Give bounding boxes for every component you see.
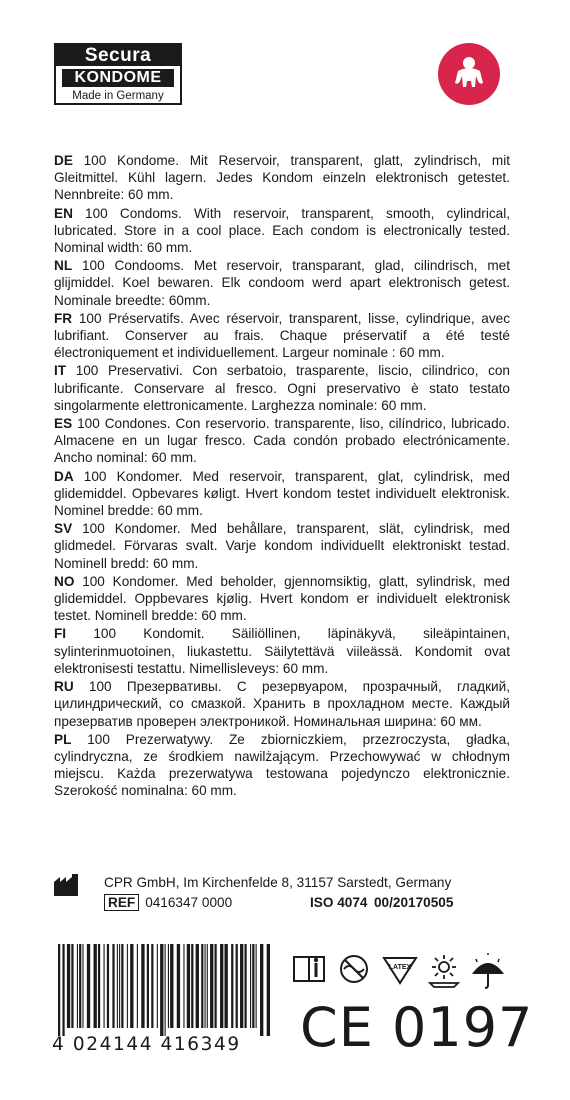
gorilla-badge	[438, 43, 500, 105]
language-block-no	[54, 573, 510, 625]
barcode-bar	[82, 944, 83, 1028]
barcode-bar	[160, 944, 163, 1036]
logo-brand: Secura	[56, 45, 180, 66]
barcode-bar	[127, 944, 128, 1028]
language-text: 100 Préservatifs. Avec réservoir, transparent, lisse, cylindrique, avec lubrifiant. Conserver au frais. Chaque préservatif a été testé électroniquement et individuellement. Largeur nominale : 60 mm.	[54, 310, 510, 361]
barcode-bar	[177, 944, 180, 1028]
language-code: ES	[54, 416, 73, 432]
language-text: 100 Kondomer. Med reservoir, transparent, glat, cylindrisk, med glidemiddel. Opbevares køligt. Hvert kondom testet individuelt elektronisk. Nominel bredde: 60 mm.	[54, 468, 510, 519]
barcode-bar	[240, 944, 243, 1028]
language-block-pl	[54, 731, 510, 800]
barcode-bar	[183, 944, 184, 1028]
barcode-bar	[147, 944, 149, 1028]
barcode-bar	[165, 944, 166, 1036]
language-block-de	[54, 152, 510, 204]
barcode-bar	[77, 944, 78, 1028]
ref-row	[104, 894, 514, 912]
barcode-bar	[250, 944, 251, 1028]
barcode-bar	[252, 944, 254, 1028]
contains-latex-icon	[384, 958, 416, 983]
barcode-bar	[62, 944, 64, 1036]
language-block-sv	[54, 520, 510, 572]
language-code: SV	[54, 521, 73, 537]
barcode-bar	[137, 944, 138, 1028]
barcode-bar	[231, 944, 233, 1028]
barcode-bar	[117, 944, 118, 1028]
barcode-bar	[104, 944, 105, 1028]
barcode-bar	[187, 944, 190, 1028]
secura-logo	[54, 43, 182, 105]
barcode-bar	[205, 944, 206, 1028]
barcode-bar	[98, 944, 100, 1028]
language-text: 100 Kondomer. Med beholder, gjennomsiktig, glatt, sylindrisk, med glidemiddel. Oppbevares kjølig. Hvert kondom er individuelt elektronisk testet. Nominell bredde: 60 mm.	[54, 573, 510, 624]
barcode-bar	[141, 944, 144, 1028]
manufacturer-row	[54, 874, 514, 892]
barcode-bar	[256, 944, 257, 1028]
language-descriptions	[54, 152, 510, 801]
barcode-bar	[168, 944, 169, 1028]
language-code: EN	[54, 205, 73, 221]
barcode-bar	[220, 944, 223, 1028]
barcode-bar	[157, 944, 158, 1028]
manufacturer-factory-icon	[54, 874, 82, 896]
ref-label: REF	[104, 894, 139, 911]
language-text: 100 Kondomer. Med behållare, transparent, slät, cylindrisk, med glidmedel. Förvaras svalt. Varje kondom individuellt elektroniskt testad. Nominell bredd: 60 mm.	[54, 521, 510, 571]
barcode-bar	[151, 944, 153, 1028]
barcode-bar	[94, 944, 97, 1028]
latex-label: LATEX	[388, 964, 412, 971]
logo-origin: Made in Germany	[72, 90, 164, 102]
language-code: RU	[54, 679, 74, 695]
language-text: 100 Condones. Con reservorio. transparente, liso, cilíndrico, lubricado. Almacene en un lugar fresco. Cada condón probado electrónicamente. Ancho nominal: 60 mm.	[54, 416, 511, 466]
barcode-bar	[107, 944, 109, 1028]
barcode-bar	[58, 944, 60, 1036]
language-block-fi	[54, 625, 510, 677]
language-block-ru	[54, 678, 510, 730]
language-block-nl	[54, 257, 510, 309]
language-text: 100 Kondomit. Säiliöllinen, läpinäkyvä, sileäpintainen, sylinterinmuotoinen, liukastettu. Säilytettävä viileässä. Kondomit ovat elektronisesti testattu. Nimellisleveys: 60 mm.	[54, 626, 510, 676]
barcode-bar	[215, 944, 217, 1028]
language-code: IT	[54, 363, 67, 379]
language-code: FI	[54, 626, 67, 642]
barcode-bar	[112, 944, 114, 1028]
language-code: NL	[54, 258, 73, 274]
iso-standard: ISO 4074	[310, 895, 368, 910]
barcode-bar	[244, 944, 246, 1028]
language-text: 100 Condoms. With reservoir, transparent, smooth, cylindrical, lubricated. Store in a cool place. Each condom is electronically tested. Nominal width: 60 mm.	[54, 205, 510, 256]
barcode-bar	[121, 944, 123, 1028]
barcode-bar	[79, 944, 81, 1028]
barcode-digits: 4 024144 416349	[52, 1034, 241, 1055]
language-code: FR	[54, 310, 73, 326]
barcode-bar	[201, 944, 203, 1028]
barcode-bar	[224, 944, 227, 1028]
consult-instructions-icon	[294, 957, 324, 981]
language-block-en	[54, 205, 510, 257]
do-not-reuse-icon	[341, 956, 367, 982]
language-text: 100 Презервативы. С резервуаром, прозрачный, гладкий, цилиндрический, со смазкой. Хранить в прохладном месте. Каждый презерватив проверен электроникой. Номинальная ширина: 60 мм.	[54, 679, 511, 729]
barcode-bar	[196, 944, 199, 1028]
language-text: 100 Kondome. Mit Reservoir, transparent, glatt, zylindrisch, mit Gleitmittel. Kühl lagern. Jedes Kondom einzeln elektronisch getestet. Nennbreite: 60 mm.	[54, 153, 511, 203]
keep-away-from-sunlight-icon	[430, 955, 458, 987]
barcode-bar	[67, 944, 70, 1028]
barcode-bar	[87, 944, 90, 1028]
barcode-bar	[130, 944, 133, 1028]
language-block-fr	[54, 310, 510, 362]
language-text: 100 Preservativi. Con serbatoio, trasparente, liscio, cilindrico, con lubrificante. Conservare al fresco. Ogni preservativo è stato testato singolarmente elettronicamente. Larghezza nominale: 60 mm.	[54, 363, 510, 413]
language-block-es	[54, 415, 510, 467]
language-code: NO	[54, 573, 75, 589]
barcode-bar	[71, 944, 73, 1028]
manufacturer-address: CPR GmbH, Im Kirchenfelde 8, 31157 Sarstedt, Germany	[104, 875, 452, 890]
language-block-da	[54, 468, 510, 520]
barcode-bar	[170, 944, 173, 1028]
barcode-bar	[207, 944, 208, 1028]
language-code: PL	[54, 731, 72, 747]
barcode	[58, 944, 270, 1036]
barcode-bar	[267, 944, 270, 1036]
language-block-it	[54, 362, 510, 414]
barcode-bar	[260, 944, 263, 1036]
language-text: 100 Condooms. Met reservoir, transparant, glad, cilindrisch, met glijmiddel. Koel bewaren. Elk condoom werd apart elektronisch getest. Nominale breedte: 60mm.	[54, 258, 510, 308]
ce-mark: CE 0197	[300, 996, 534, 1059]
keep-dry-icon	[474, 953, 502, 988]
barcode-bar	[191, 944, 193, 1028]
regulatory-symbols	[292, 953, 514, 993]
language-text: 100 Prezerwatywy. Ze zbiorniczkiem, przezroczysta, gładka, cylindryczna, ze środkiem nawilżającym. Przechowywać w chłodnym miejscu. Każda prezerwatywa testowana pojedynczo elektronicznie. Szerokość nominalna: 60 mm.	[54, 731, 510, 799]
language-code: DA	[54, 468, 74, 484]
gorilla-icon	[438, 43, 500, 105]
ref-number: 0416347 0000	[145, 895, 233, 910]
barcode-bar	[210, 944, 213, 1028]
barcode-bar	[236, 944, 238, 1028]
language-code: DE	[54, 153, 73, 168]
logo-product: KONDOME	[62, 69, 174, 87]
lot-number: 00/20170505	[374, 895, 454, 910]
barcode-bar	[119, 944, 120, 1028]
